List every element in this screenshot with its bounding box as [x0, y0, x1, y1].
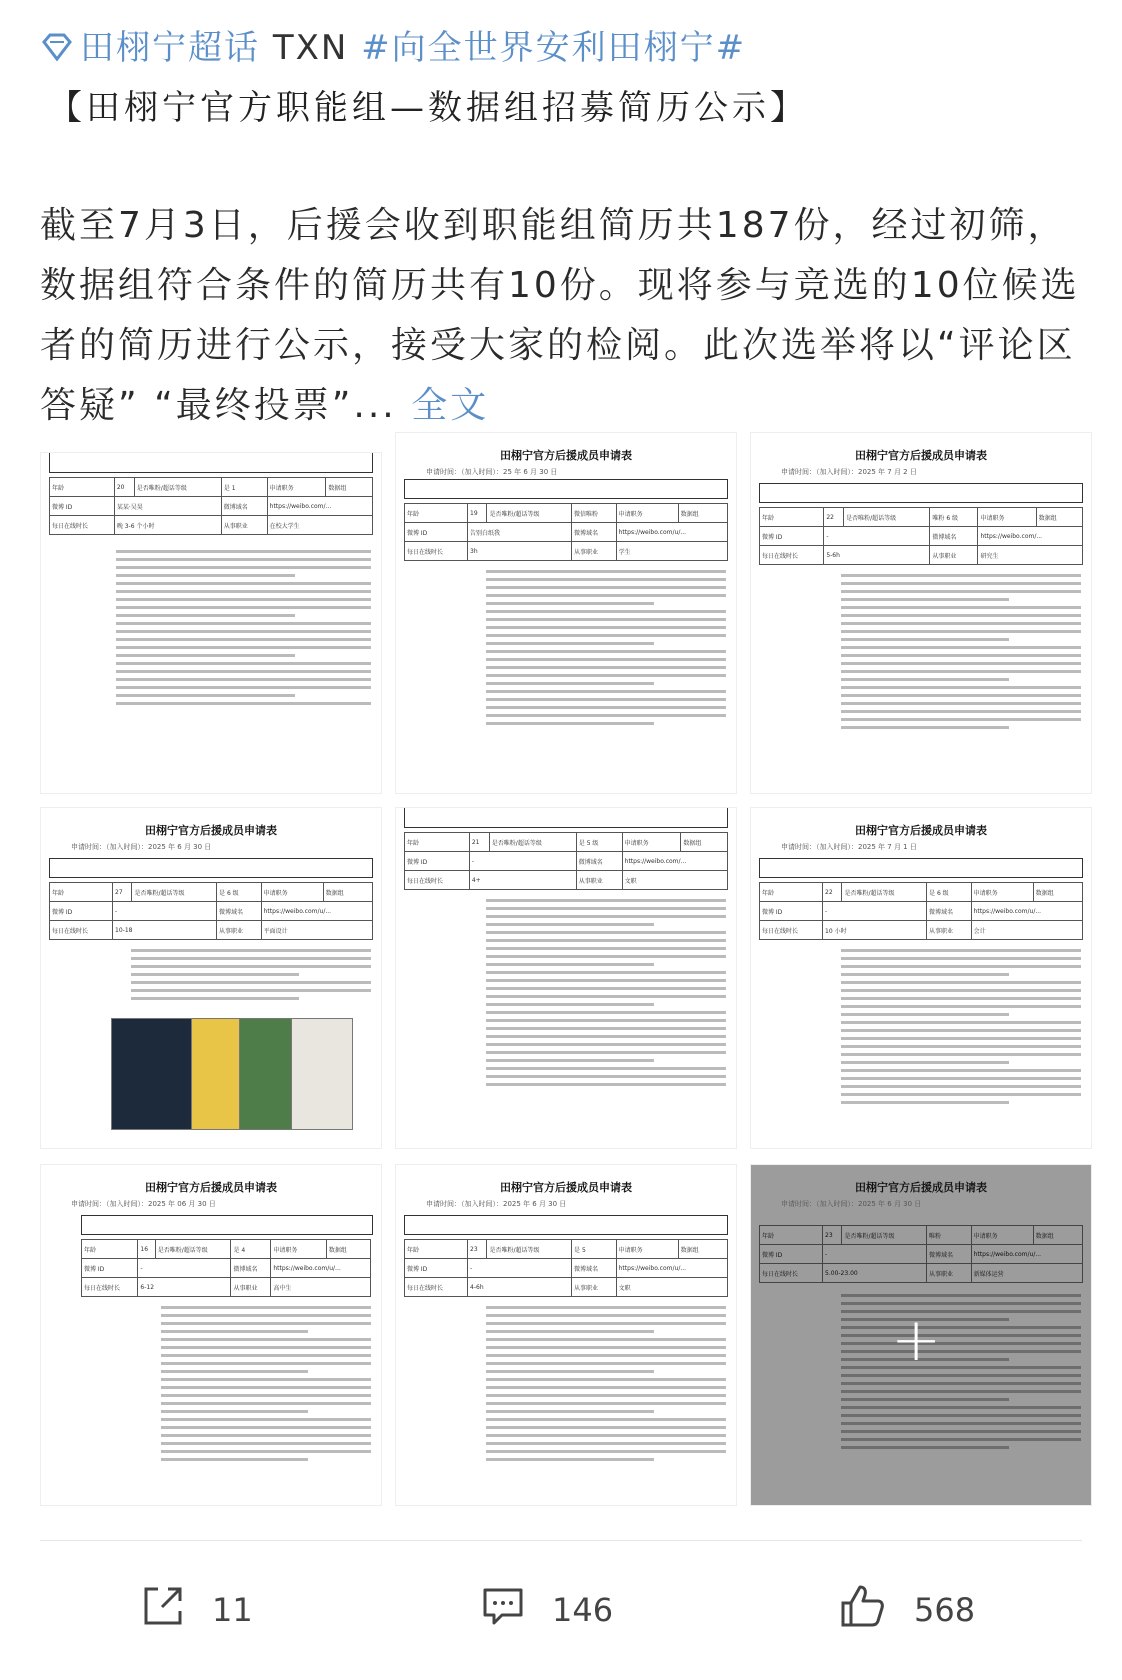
- form-header-bar: [759, 483, 1083, 503]
- form-date: 申请时间：（加入时间）：2025 年 7 月 1 日: [781, 843, 917, 851]
- resume-image-6[interactable]: [750, 807, 1092, 1149]
- post-title: 【田栩宁官方职能组—数据组招募简历公示】: [48, 88, 808, 128]
- form-header-bar: [81, 1215, 373, 1235]
- like-button[interactable]: [838, 1580, 975, 1640]
- form-text-lines: [841, 944, 1081, 1109]
- form-text-lines: [486, 894, 726, 1091]
- form-title: 田栩宁官方后援成员申请表: [855, 1181, 987, 1194]
- comment-button[interactable]: [480, 1580, 613, 1640]
- form-text-lines: [161, 1301, 371, 1466]
- form-table: 年龄 22 是否唯粉/超话等级 是 6 级 申请职务 数据组 微博 ID - 微博域名 https://weibo.com/u/... 每日在线时长 10 小时 从事职业 会计: [759, 882, 1083, 940]
- poster-thumbnail: [239, 1018, 293, 1130]
- form-header-bar: [404, 479, 728, 499]
- post-body-text: 截至7月3日，后援会收到职能组简历共187份，经过初筛，数据组符合条件的简历共有10份。现将参与竞选的10位候选者的简历进行公示，接受大家的检阅。此次选举将以“评论区答疑” “最终投票”...: [40, 205, 1080, 426]
- resume-image-9[interactable]: [750, 1164, 1092, 1506]
- form-title: 田栩宁官方后援成员申请表: [500, 449, 632, 462]
- form-text-lines: [841, 1289, 1081, 1454]
- form-table: 年龄 19 是否唯粉/超话等级 微信唯粉 申请职务 数据组 微博 ID 告别白纸我 微博域名 https://weibo.com/u/... 每日在线时长 3h 从事职业 学生: [404, 503, 728, 561]
- repost-count: 11: [212, 1591, 253, 1629]
- form-title: 田栩宁官方后援成员申请表: [500, 1181, 632, 1194]
- form-table: 年龄 22 是否唯粉/超话等级 唯粉 6 级 申请职务 数据组 微博 ID - 微博域名 https://weibo.com/... 每日在线时长 5-6h 从事职业 研究生: [759, 507, 1083, 565]
- form-text-lines: [116, 545, 371, 710]
- supertopic-link[interactable]: 田栩宁超话: [80, 28, 260, 68]
- action-bar: [0, 1580, 1122, 1640]
- resume-image-1[interactable]: [40, 452, 382, 794]
- resume-image-5[interactable]: [395, 807, 737, 1149]
- form-header-bar: [759, 858, 1083, 878]
- thumbs-up-icon: [838, 1581, 914, 1639]
- form-title: 田栩宁官方后援成员申请表: [855, 449, 987, 462]
- form-date: 申请时间：（加入时间）：2025 年 6 月 30 日: [781, 1200, 922, 1208]
- more-images-plus-icon: +: [891, 1305, 942, 1375]
- resume-image-4[interactable]: [40, 807, 382, 1149]
- hashtag-link[interactable]: #向全世界安利田栩宁#: [361, 28, 747, 68]
- repost-button[interactable]: [140, 1580, 253, 1640]
- divider: [40, 1540, 1082, 1541]
- resume-image-8[interactable]: [395, 1164, 737, 1506]
- like-count: 568: [914, 1591, 976, 1629]
- form-table: 年龄 27 是否唯粉/超话等级 是 6 级 申请职务 数据组 微博 ID - 微博域名 https://weibo.com/u/... 每日在线时长 10-18 从事职业 平面设计: [49, 882, 373, 940]
- resume-image-3[interactable]: [750, 432, 1092, 794]
- form-text-lines: [486, 1301, 726, 1466]
- form-header-bar: [404, 1215, 728, 1235]
- poster-thumbnail: [111, 1018, 193, 1130]
- form-table: 年龄 23 是否唯粉/超话等级 是 5 申请职务 数据组 微博 ID - 微博域名 https://weibo.com/u/... 每日在线时长 4-6h 从事职业 文职: [404, 1239, 728, 1297]
- form-table: 年龄 20 是否唯粉/超话等级 是 1 申请职务 数据组 微博 ID 某某·吴昊 微博域名 https://weibo.com/... 每日在线时长 晚 3-6 个小时 从事职业 在校大学生: [49, 477, 373, 535]
- comment-icon: [480, 1583, 552, 1637]
- form-header-bar: [404, 807, 728, 828]
- form-header-bar: [49, 858, 373, 878]
- form-text-lines: [131, 944, 371, 1005]
- comment-count: 146: [552, 1591, 614, 1629]
- form-title: 田栩宁官方后援成员申请表: [145, 1181, 277, 1194]
- resume-image-7[interactable]: [40, 1164, 382, 1506]
- resume-image-2[interactable]: [395, 432, 737, 794]
- repost-icon: [140, 1583, 212, 1637]
- post-body: [40, 196, 1090, 436]
- form-text-lines: [841, 569, 1081, 734]
- form-date: 申请时间：（加入时间）：2025 年 7 月 2 日: [781, 468, 917, 476]
- expand-full-text-link[interactable]: 全文: [411, 385, 490, 426]
- topic-header: [40, 20, 746, 69]
- form-table: 年龄 23 是否唯粉/超话等级 唯粉 申请职务 数据组 微博 ID - 微博域名 https://weibo.com/u/... 每日在线时长 5.00-23.00 从事职业 新媒体运营: [759, 1225, 1083, 1283]
- form-table: 年龄 16 是否唯粉/超话等级 是 4 申请职务 数据组 微博 ID - 微博域名 https://weibo.com/u/... 每日在线时长 6-12 从事职业 高中生: [81, 1239, 371, 1297]
- poster-thumbnail: [291, 1018, 353, 1130]
- poster-thumbnail: [191, 1018, 241, 1130]
- form-title: 田栩宁官方后援成员申请表: [145, 824, 277, 837]
- form-text-lines: [486, 565, 726, 730]
- supertopic-diamond-icon: [40, 30, 74, 64]
- form-table: 年龄 21 是否唯粉/超话等级 是 5 级 申请职务 数据组 微博 ID - 微博域名 https://weibo.com/... 每日在线时长 4+ 从事职业 文职: [404, 832, 728, 890]
- form-date: 申请时间：（加入时间）：2025 年 6 月 30 日: [426, 1200, 567, 1208]
- form-date: 申请时间：（加入时间）：2025 年 6 月 30 日: [71, 843, 212, 851]
- form-title: 田栩宁官方后援成员申请表: [855, 824, 987, 837]
- form-date: 申请时间：（加入时间）：25 年 6 月 30 日: [426, 468, 558, 476]
- author-tag: TXN: [272, 28, 349, 68]
- form-date: 申请时间：（加入时间）：2025 年 06 月 30 日: [71, 1200, 216, 1208]
- form-header-bar: [49, 452, 373, 473]
